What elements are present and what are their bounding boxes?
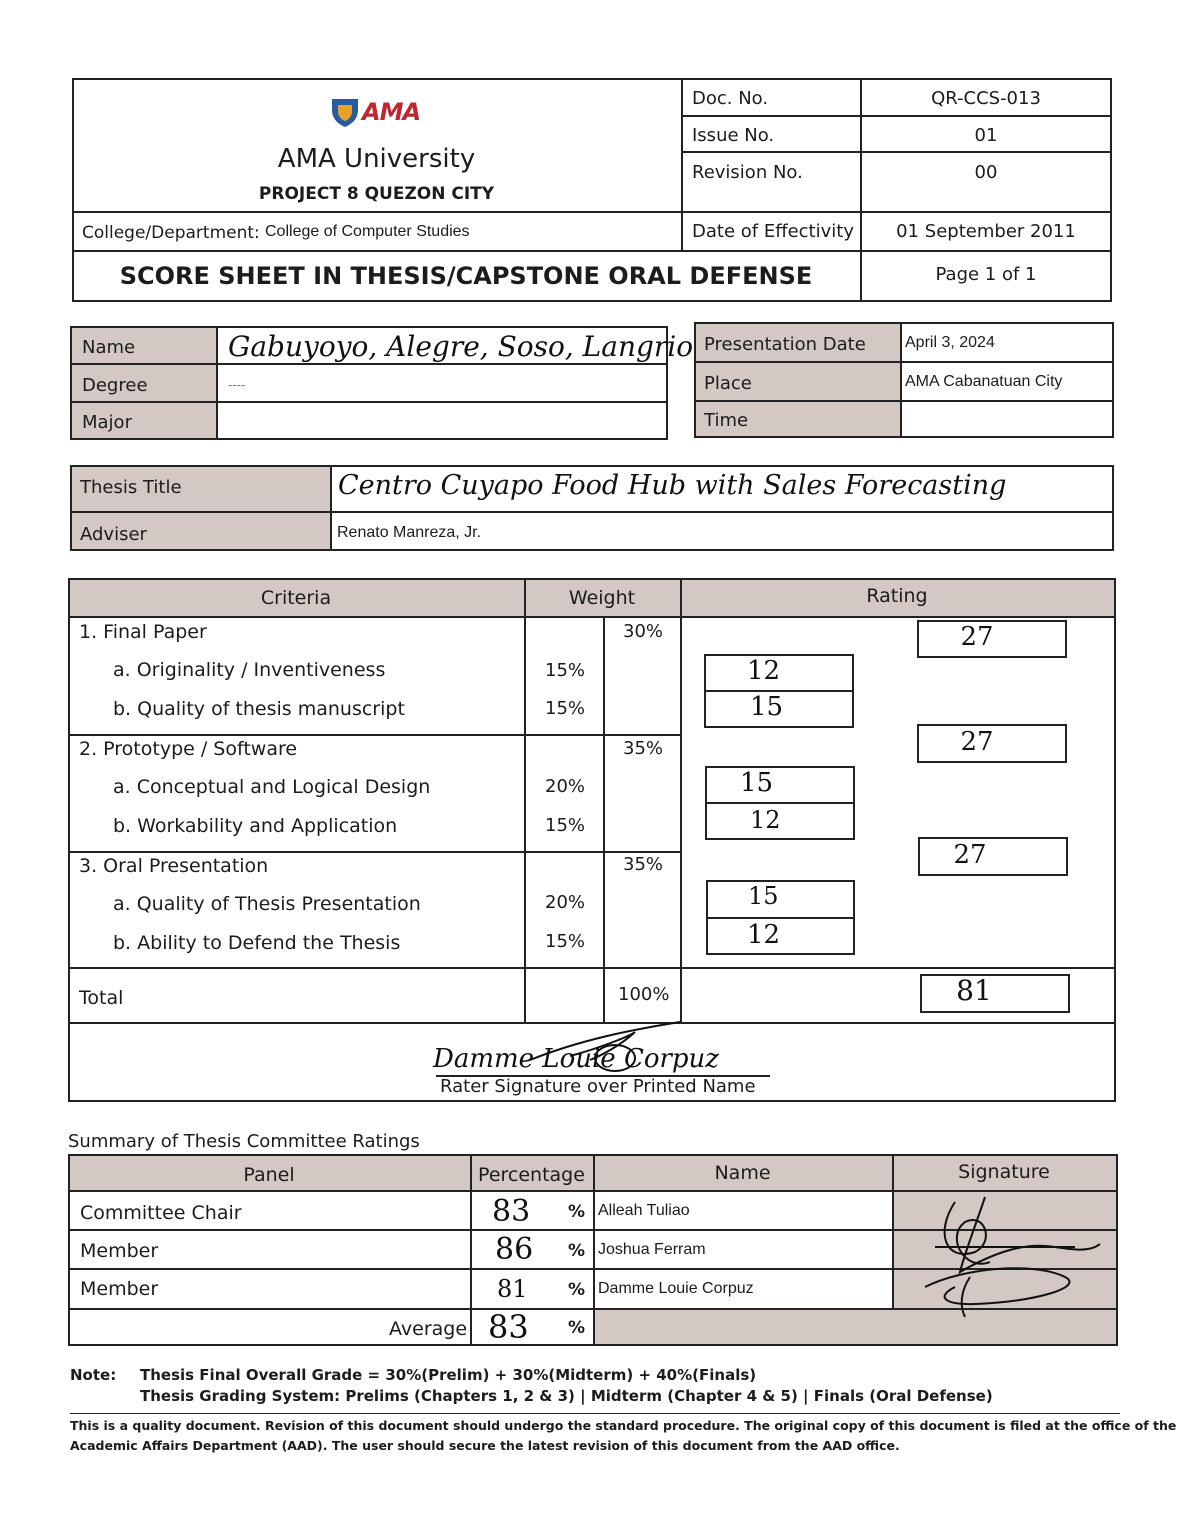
form-title: SCORE SHEET IN THESIS/CAPSTONE ORAL DEFENSE [119,262,813,290]
panel-name: Alleah Tuliao [598,1202,690,1219]
percent-sign: % [568,1202,586,1222]
group-weight: 35% [623,854,664,875]
rating-header: Rating [866,585,928,607]
weight-header: Weight [568,587,636,609]
group-rating: 27 [960,727,994,757]
item-rating: 12 [750,806,781,834]
issue-no-label: Issue No. [692,125,775,146]
percentage-header: Percentage [478,1164,585,1186]
group-rating: 27 [960,622,994,652]
item-weight: 20% [545,892,586,913]
presentation-date-label: Presentation Date [704,334,866,355]
item-weight: 15% [545,931,586,952]
note-line-2: Thesis Grading System: Prelims (Chapters 1, 2 & 3) | Midterm (Chapter 4 & 5) | Finals (Oral Defense) [140,1387,993,1405]
group-rating: 27 [953,840,987,870]
criteria-group-label: 1. Final Paper [79,621,207,643]
note-label: Note: [70,1366,117,1384]
item-rating: 15 [750,692,784,722]
place-value: AMA Cabanatuan City [905,373,1063,390]
criteria-group-label: 2. Prototype / Software [79,738,298,760]
average-label: Average [389,1318,468,1340]
adviser-value: Renato Manreza, Jr. [337,524,482,541]
campus-name: PROJECT 8 QUEZON CITY [258,184,495,204]
name-label: Name [82,337,136,358]
ama-logo [330,96,440,130]
name-header: Name [714,1162,771,1184]
page-number: Page 1 of 1 [935,264,1037,285]
degree-label: Degree [82,375,148,396]
criteria-item-label: a. Quality of Thesis Presentation [113,893,421,915]
panel-signatures [915,1192,1105,1322]
adviser-label: Adviser [80,524,147,545]
revision-no-value: 00 [974,162,998,183]
criteria-item-label: b. Quality of thesis manuscript [113,698,405,720]
place-label: Place [704,373,752,394]
college-label: College/Department: [82,223,260,243]
percent-sign: % [568,1280,586,1300]
thesis-title-value: Centro Cuyapo Food Hub with Sales Forecasting [338,470,1007,501]
logo-text: AMA [362,98,421,126]
panel-percentage: 83 [492,1194,531,1229]
rater-caption: Rater Signature over Printed Name [440,1076,756,1097]
major-label: Major [82,412,132,433]
note-line-1: Thesis Final Overall Grade = 30%(Prelim) + 30%(Midterm) + 40%(Finals) [140,1366,757,1384]
criteria-item-label: a. Originality / Inventiveness [113,659,386,681]
item-rating: 15 [740,768,774,798]
percent-sign: % [568,1241,586,1261]
criteria-item-label: a. Conceptual and Logical Design [113,776,431,798]
panel-header: Panel [243,1164,295,1186]
panel-name: Damme Louie Corpuz [598,1280,754,1297]
doc-no-label: Doc. No. [692,88,769,109]
doc-no-value: QR-CCS-013 [931,88,1041,109]
revision-no-label: Revision No. [692,162,803,183]
college-value: College of Computer Studies [265,223,470,240]
criteria-item-label: b. Workability and Application [113,815,398,837]
shield-icon [330,96,360,128]
average-value: 83 [488,1308,529,1346]
issue-no-value: 01 [974,125,998,146]
item-rating: 12 [747,920,781,950]
name-value: Gabuyoyo, Alegre, Soso, Langrio [228,330,694,363]
effectivity-label: Date of Effectivity [692,221,854,242]
panel-role: Member [80,1240,159,1262]
presentation-date-value: April 3, 2024 [905,334,995,351]
thesis-title-label: Thesis Title [80,477,182,498]
time-label: Time [704,410,749,431]
effectivity-value: 01 September 2011 [896,221,1076,242]
panel-role: Member [80,1278,159,1300]
rater-name: Damme Louie Corpuz [433,1044,719,1074]
total-weight: 100% [618,984,670,1005]
item-weight: 15% [545,660,586,681]
item-weight: 15% [545,698,586,719]
panel-percentage: 86 [495,1232,534,1267]
panel-percentage: 81 [497,1275,528,1303]
group-weight: 30% [623,621,664,642]
item-rating: 15 [748,882,779,910]
summary-title: Summary of Thesis Committee Ratings [68,1131,420,1152]
item-weight: 15% [545,815,586,836]
panel-name: Joshua Ferram [598,1241,706,1258]
signature-header: Signature [958,1161,1050,1183]
criteria-item-label: b. Ability to Defend the Thesis [113,932,401,954]
total-label: Total [79,987,124,1009]
degree-value: ---- [228,378,246,392]
item-rating: 12 [747,656,781,686]
criteria-group-label: 3. Oral Presentation [79,855,269,877]
criteria-header: Criteria [260,587,332,609]
footer-line-2: Academic Affairs Department (AAD). The user should secure the latest revision of this document from the AAD office. [70,1438,900,1453]
total-rating: 81 [956,974,992,1007]
percent-sign: % [568,1318,586,1338]
footer-line-1: This is a quality document. Revision of this document should undergo the standard procedure. The original copy of this document is filed at the office of the [70,1418,1177,1433]
group-weight: 35% [623,738,664,759]
panel-role: Committee Chair [80,1202,242,1224]
item-weight: 20% [545,776,586,797]
university-name: AMA University [277,144,476,174]
